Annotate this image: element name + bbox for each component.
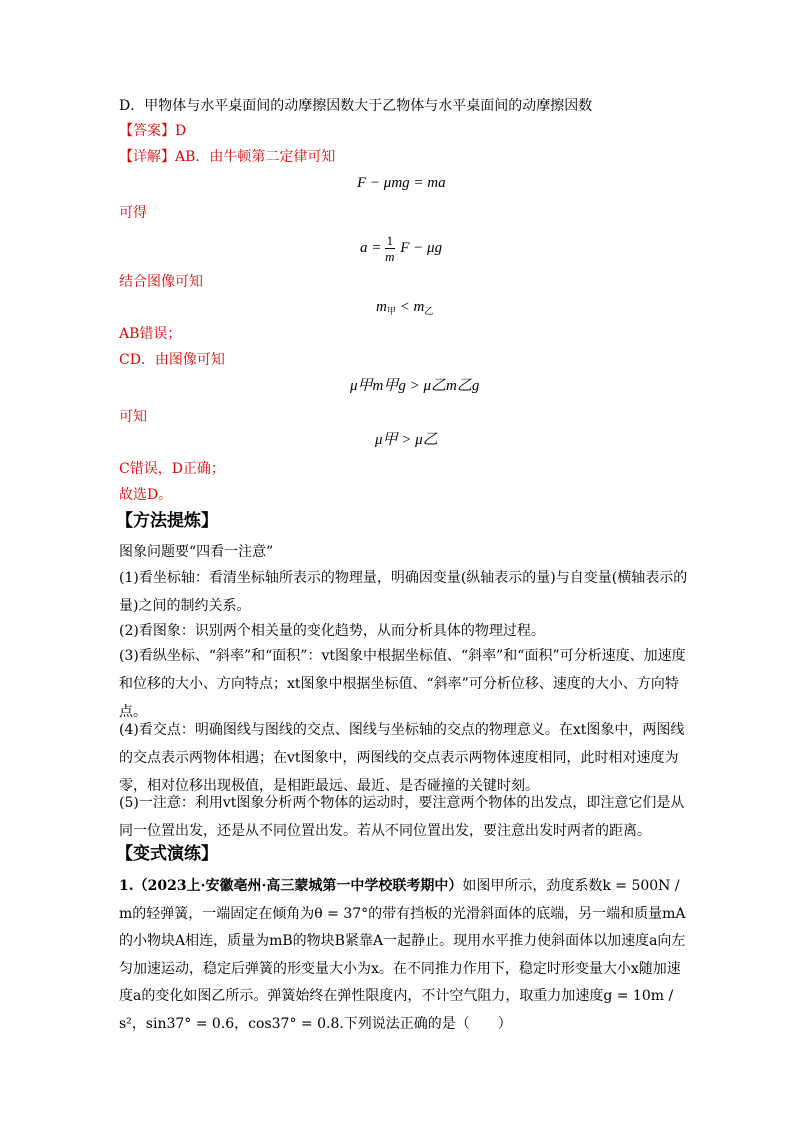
eq2-den: m <box>385 249 395 265</box>
method-point-5: (5)一注意：利用vt图象分析两个物体的运动时，要注意两个物体的出发点，即注意它们是从同一位置出发，还是从不同位置出发。若从不同位置出发，要注意出发时两者的距离。 <box>119 795 685 839</box>
question-1-text: 如图甲所示，劲度系数k = 500N / m的轻弹簧，一端固定在倾角为θ = 37°的带有挡板的光滑斜面体的底端，另一端和质量mA的小物块A相连，质量为mB的物块B紧靠A一起静止。现用水平推力使斜面体以加速度a向左匀加速运动，稳定后弹簧的形变量大小为x。在不同推力作用下，稳定时形变量大小x随加速度a的变化如图乙所示。弹簧始终在弹性限度内，不计空气阻力，取重力加速度g = 10m / s²，sin37° = 0.6，cos37° = 0.8.下列说法正确的是（ ） <box>119 878 686 1032</box>
eq2-rhs: F − μg <box>400 240 443 256</box>
question-1-source: 1.（2023上·安徽亳州·高三蒙城第一中学校联考期中） <box>119 878 463 894</box>
eq3-sub2: 乙 <box>424 306 434 316</box>
kede-label: 可得 <box>119 205 147 221</box>
c-wrong: C错误，D正确； <box>119 461 225 477</box>
option-d: D．甲物体与水平桌面间的动摩擦因数大于乙物体与水平桌面间的动摩擦因数 <box>119 98 593 114</box>
choose-d: 故选D。 <box>119 487 173 503</box>
equation-mu: μ甲 > μ乙 <box>375 432 438 448</box>
eq2-fraction <box>385 233 394 264</box>
eq3-op: < m <box>395 299 425 315</box>
equation-acceleration <box>360 231 442 265</box>
eq2-num: 1 <box>386 233 394 249</box>
answer: 【答案】D <box>119 123 187 139</box>
equation-mass <box>376 297 433 321</box>
kezhi-label: 可知 <box>119 409 147 425</box>
method-heading: 【方法提炼】 <box>116 511 218 531</box>
method-point-4: (4)看交点：明确图线与图线的交点、图线与坐标轴的交点的物理意义。在xt图象中，两图线的交点表示两物体相遇；在vt图象中，两图线的交点表示两物体速度相同，此时相对速度为零，相对位移出现极值，是相距最远、最近、是否碰撞的关键时刻。 <box>119 722 685 794</box>
method-intro: 图象问题要“四看一注意” <box>119 544 274 560</box>
equation-newton: F − μmg = ma <box>357 175 446 191</box>
eq2-lhs: a = <box>360 240 382 256</box>
detail-intro: 【详解】AB．由牛顿第二定律可知 <box>119 149 336 165</box>
method-point-2: (2)看图象：识别两个相关量的变化趋势，从而分析具体的物理过程。 <box>119 623 545 639</box>
combine-label: 结合图像可知 <box>119 274 203 290</box>
eq3-sub1: 甲 <box>386 306 396 316</box>
eq3-m: m <box>376 299 387 315</box>
equation-friction: μ甲m甲g > μ乙m乙g <box>350 378 480 394</box>
question-1 <box>119 873 689 1038</box>
method-point-1: (1)看坐标轴：看清坐标轴所表示的物理量，明确因变量(纵轴表示的量)与自变量(横轴表示的量)之间的制约关系。 <box>119 570 688 614</box>
method-point-3: (3)看纵坐标、“斜率”和“面积”：vt图象中根据坐标值、“斜率”和“面积”可分析速度、加速度和位移的大小、方向特点；xt图象中根据坐标值、“斜率”可分析位移、速度的大小、方向特点。 <box>119 648 686 720</box>
cd-intro: CD．由图像可知 <box>119 352 225 368</box>
practice-heading: 【变式演练】 <box>116 844 218 864</box>
ab-wrong: AB错误； <box>119 326 182 342</box>
